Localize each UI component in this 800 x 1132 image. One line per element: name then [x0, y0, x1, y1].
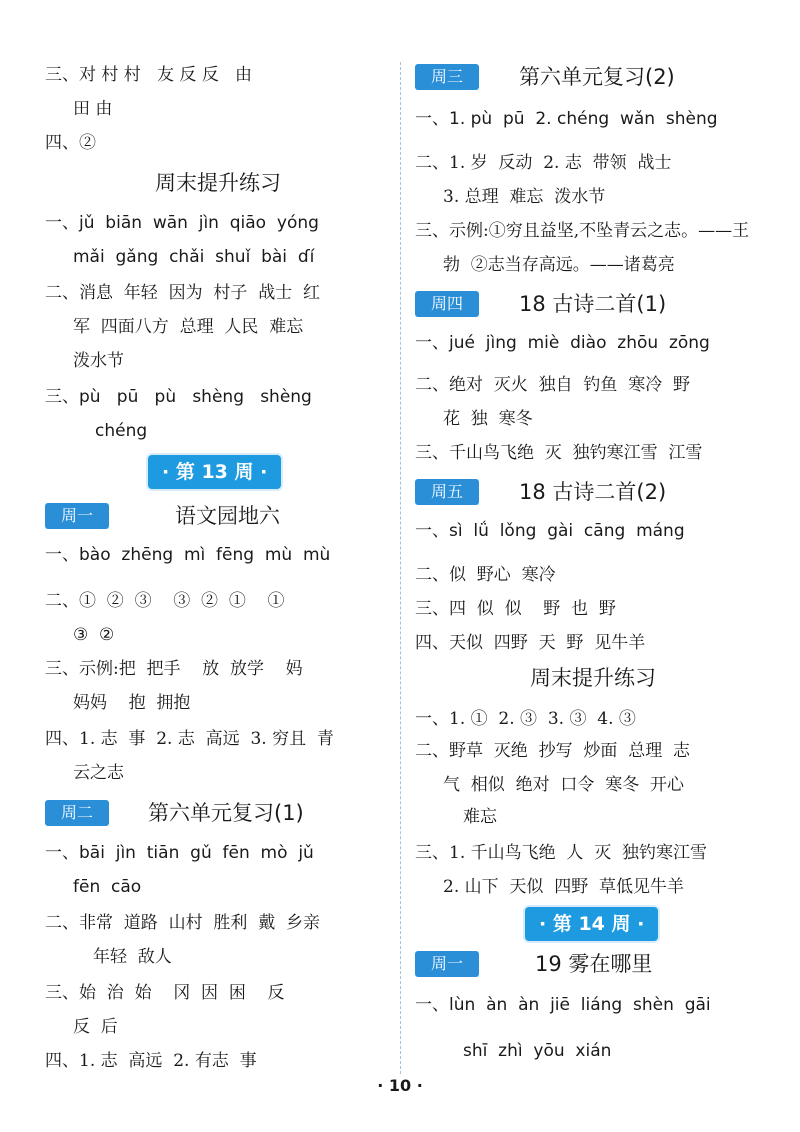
answer-line: 三、千山鸟飞绝 灭 独钓寒江雪 江雪 — [415, 443, 703, 463]
answer-line: 三、示例:把 把手 放 放学 妈 — [45, 659, 303, 679]
answer-line: 一、jǔ biān wān jìn qiāo yóng — [45, 213, 319, 233]
answer-line: 二、似 野心 寒冷 — [415, 565, 556, 585]
section-title: 19 雾在哪里 — [535, 952, 653, 976]
answer-line: 二、野草 灭绝 抄写 炒面 总理 志 — [415, 741, 691, 761]
answer-line: 勃 ②志当存高远。——诸葛亮 — [443, 255, 675, 275]
day-badge: 周二 — [45, 800, 109, 826]
answer-line: 年轻 敌人 — [93, 947, 172, 967]
answer-line: 一、sì lǘ lǒng gài cāng máng — [415, 521, 685, 541]
answer-line: 3. 总理 难忘 泼水节 — [443, 187, 606, 207]
week-14-banner: · 第 14 周 · — [525, 907, 658, 941]
page-number: · 10 · — [377, 1076, 423, 1095]
answer-line: 气 相似 绝对 口令 寒冬 开心 — [443, 775, 685, 795]
answer-line: 二、非常 道路 山村 胜利 戴 乡亲 — [45, 913, 321, 933]
answer-line: 三、四 似 似 野 也 野 — [415, 599, 616, 619]
answer-line: 三、始 治 始 冈 因 困 反 — [45, 983, 285, 1003]
section-title: 语文园地六 — [175, 504, 280, 528]
section-title: 第六单元复习(2) — [519, 65, 675, 89]
answer-line: 一、bāi jìn tiān gǔ fēn mò jǔ — [45, 843, 314, 863]
answer-line: 难忘 — [463, 807, 497, 827]
answer-line: 一、jué jìng miè diào zhōu zōng — [415, 333, 710, 353]
week-13-banner: · 第 13 周 · — [148, 455, 281, 489]
day-badge: 周三 — [415, 64, 479, 90]
answer-line: 四、1. 志 事 2. 志 高远 3. 穷且 青 — [45, 729, 334, 749]
answer-line: 四、1. 志 高远 2. 有志 事 — [45, 1051, 257, 1071]
answer-line: 三、示例:①穷且益坚,不坠青云之志。——王 — [415, 221, 750, 241]
answer-line: 一、lùn àn àn jiē liáng shèn gāi — [415, 995, 711, 1015]
day-badge: 周四 — [415, 291, 479, 317]
answer-line: chéng — [95, 421, 148, 441]
answer-line: ③ ② — [73, 625, 115, 645]
answer-line: 妈妈 抱 拥抱 — [73, 693, 191, 713]
section-title: 18 古诗二首(1) — [519, 292, 667, 316]
day-badge: 周一 — [45, 503, 109, 529]
answer-line: fēn cāo — [73, 877, 142, 897]
answer-line: 田 由 — [73, 99, 113, 119]
answer-line: 四、天似 四野 天 野 见牛羊 — [415, 633, 646, 653]
section-title: 18 古诗二首(2) — [519, 480, 667, 504]
answer-line: shī zhì yōu xián — [463, 1041, 612, 1061]
section-title: 周末提升练习 — [530, 666, 656, 690]
answer-line: 三、1. 千山鸟飞绝 人 灭 独钓寒江雪 — [415, 843, 708, 863]
answer-line: 反 后 — [73, 1017, 118, 1037]
answer-line: mǎi gǎng chǎi shuǐ bài ɗí — [73, 247, 315, 267]
answer-line: 花 独 寒冬 — [443, 409, 533, 429]
answer-line: 二、绝对 灭火 独自 钓鱼 寒冷 野 — [415, 375, 691, 395]
answer-line: 云之志 — [73, 763, 124, 783]
answer-line: 四、② — [45, 133, 96, 153]
answer-line: 一、1. ① 2. ③ 3. ③ 4. ③ — [415, 709, 636, 729]
answer-line: 军 四面八方 总理 人民 难忘 — [73, 317, 304, 337]
answer-line: 二、消息 年轻 因为 村子 战士 红 — [45, 283, 321, 303]
section-title: 周末提升练习 — [155, 171, 281, 195]
answer-line: 二、① ② ③ ③ ② ① ① — [45, 591, 285, 611]
day-badge: 周五 — [415, 479, 479, 505]
column-divider — [400, 62, 401, 1074]
answer-line: 2. 山下 天似 四野 草低见牛羊 — [443, 877, 685, 897]
day-badge: 周一 — [415, 951, 479, 977]
answer-line: 一、1. pù pū 2. chéng wǎn shèng — [415, 109, 718, 129]
answer-line: 二、1. 岁 反动 2. 志 带领 战士 — [415, 153, 672, 173]
answer-line: 三、pù pū pù shèng shèng — [45, 387, 312, 407]
answer-line: 一、bào zhēng mì fēng mù mù — [45, 545, 331, 565]
answer-line: 三、对 村 村 友 反 反 由 — [45, 65, 253, 85]
answer-line: 泼水节 — [73, 351, 124, 371]
section-title: 第六单元复习(1) — [148, 801, 304, 825]
